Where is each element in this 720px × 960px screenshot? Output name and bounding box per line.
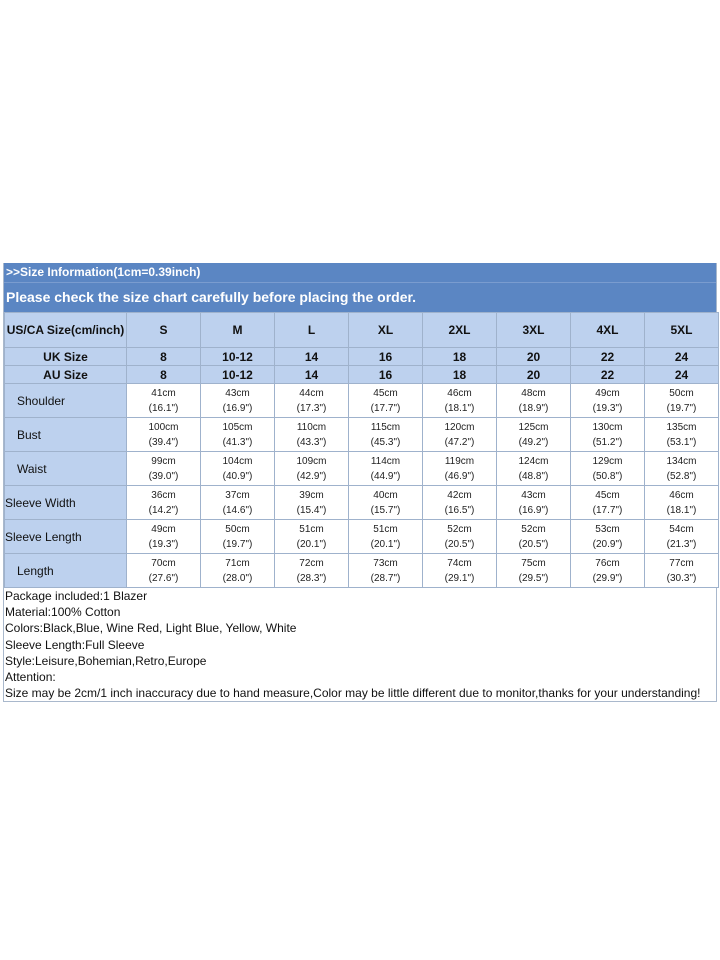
cm-value: 49cm <box>595 387 620 399</box>
cm-value: 109cm <box>296 455 327 467</box>
inch-value: (44.9") <box>370 470 401 482</box>
cm-value: 53cm <box>595 523 620 535</box>
inch-value: (28.3") <box>296 572 327 584</box>
measurement-label: Waist <box>5 452 127 486</box>
measurement-label: Sleeve Width <box>5 486 127 520</box>
cm-value: 76cm <box>595 557 620 569</box>
cm-value: 48cm <box>521 387 546 399</box>
measurement-cell <box>423 520 497 554</box>
cm-value: 124cm <box>518 455 549 467</box>
measurement-cell <box>127 486 201 520</box>
uk-size-label: UK Size <box>5 348 127 366</box>
au-size-cell: 24 <box>645 366 719 384</box>
measurement-label: Sleeve Length <box>5 520 127 554</box>
cm-value: 40cm <box>373 489 398 501</box>
inch-value: (41.3") <box>222 436 253 448</box>
size-info-banner: >>Size Information(1cm=0.39inch) <box>4 263 716 283</box>
measurement-cell <box>349 452 423 486</box>
cm-value: 41cm <box>151 387 176 399</box>
measurement-cell <box>423 554 497 588</box>
inch-value: (18.9") <box>518 402 549 414</box>
inch-value: (14.2") <box>148 504 179 516</box>
uk-size-cell: 24 <box>645 348 719 366</box>
au-size-cell: 20 <box>497 366 571 384</box>
cm-value: 110cm <box>296 421 327 433</box>
inch-value: (21.3") <box>666 538 697 550</box>
inch-value: (28.7") <box>370 572 401 584</box>
cm-value: 36cm <box>151 489 176 501</box>
cm-value: 75cm <box>521 557 546 569</box>
cm-value: 130cm <box>592 421 623 433</box>
inch-value: (40.9") <box>222 470 253 482</box>
measurement-cell <box>201 384 275 418</box>
inch-value: (45.3") <box>370 436 401 448</box>
cm-value: 45cm <box>373 387 398 399</box>
measurement-cell <box>275 418 349 452</box>
measurement-cell <box>645 384 719 418</box>
measurement-cell <box>571 418 645 452</box>
us-size-header-row <box>5 313 719 348</box>
product-notes <box>4 588 716 701</box>
cm-value: 105cm <box>222 421 253 433</box>
inch-value: (19.3") <box>148 538 179 550</box>
size-header-cell: 3XL <box>497 313 571 348</box>
cm-value: 52cm <box>521 523 546 535</box>
measurement-cell <box>497 384 571 418</box>
measurement-cell <box>423 452 497 486</box>
measurement-cell <box>497 452 571 486</box>
cm-value: 77cm <box>669 557 694 569</box>
size-header-cell: 4XL <box>571 313 645 348</box>
measurement-cell <box>127 452 201 486</box>
inch-value: (16.5") <box>444 504 475 516</box>
measurement-row <box>5 452 719 486</box>
inch-value: (39.4") <box>148 436 179 448</box>
inch-value: (29.1") <box>444 572 475 584</box>
inch-value: (29.9") <box>592 572 623 584</box>
inch-value: (16.1") <box>148 402 179 414</box>
note-line: Size may be 2cm/1 inch inaccuracy due to hand measure,Color may be little different due to monitor,thanks for your understanding! <box>5 686 701 701</box>
cm-value: 125cm <box>518 421 549 433</box>
measurement-cell <box>423 384 497 418</box>
size-header-cell: M <box>201 313 275 348</box>
uk-size-cell: 20 <box>497 348 571 366</box>
note-line: Material:100% Cotton <box>5 605 121 620</box>
au-size-label: AU Size <box>5 366 127 384</box>
cm-value: 44cm <box>299 387 324 399</box>
measurement-cell <box>349 418 423 452</box>
measurement-cell <box>275 486 349 520</box>
uk-size-cell: 10-12 <box>201 348 275 366</box>
inch-value: (20.1") <box>296 538 327 550</box>
inch-value: (18.1") <box>666 504 697 516</box>
measurement-cell <box>275 554 349 588</box>
measurement-row <box>5 554 719 588</box>
measurement-cell <box>571 486 645 520</box>
size-header-cell: S <box>127 313 201 348</box>
measurement-row <box>5 520 719 554</box>
measurement-cell <box>645 554 719 588</box>
cm-value: 73cm <box>373 557 398 569</box>
cm-value: 46cm <box>669 489 694 501</box>
cm-value: 52cm <box>447 523 472 535</box>
inch-value: (30.3") <box>666 572 697 584</box>
uk-size-cell: 8 <box>127 348 201 366</box>
cm-value: 45cm <box>595 489 620 501</box>
cm-value: 54cm <box>669 523 694 535</box>
inch-value: (46.9") <box>444 470 475 482</box>
cm-value: 71cm <box>225 557 250 569</box>
measurement-cell <box>571 384 645 418</box>
size-header-cell: 5XL <box>645 313 719 348</box>
measurement-cell <box>127 520 201 554</box>
inch-value: (17.7") <box>370 402 401 414</box>
measurement-row <box>5 418 719 452</box>
inch-value: (27.6") <box>148 572 179 584</box>
cm-value: 43cm <box>225 387 250 399</box>
cm-value: 50cm <box>225 523 250 535</box>
inch-value: (43.3") <box>296 436 327 448</box>
inch-value: (42.9") <box>296 470 327 482</box>
cm-value: 51cm <box>373 523 398 535</box>
uk-size-cell: 16 <box>349 348 423 366</box>
inch-value: (52.8") <box>666 470 697 482</box>
measurement-cell <box>275 520 349 554</box>
measurement-row <box>5 486 719 520</box>
cm-value: 114cm <box>370 455 401 467</box>
measurement-cell <box>201 452 275 486</box>
au-size-row <box>5 366 719 384</box>
measurement-cell <box>497 554 571 588</box>
inch-value: (16.9") <box>222 402 253 414</box>
measurement-cell <box>497 520 571 554</box>
au-size-cell: 16 <box>349 366 423 384</box>
uk-size-cell: 22 <box>571 348 645 366</box>
size-chart <box>3 263 717 702</box>
inch-value: (17.3") <box>296 402 327 414</box>
size-header-cell: L <box>275 313 349 348</box>
inch-value: (19.7") <box>222 538 253 550</box>
au-size-cell: 8 <box>127 366 201 384</box>
inch-value: (19.7") <box>666 402 697 414</box>
inch-value: (17.7") <box>592 504 623 516</box>
measurement-cell <box>127 418 201 452</box>
cm-value: 43cm <box>521 489 546 501</box>
measurement-cell <box>127 554 201 588</box>
inch-value: (14.6") <box>222 504 253 516</box>
au-size-cell: 22 <box>571 366 645 384</box>
measurement-cell <box>127 384 201 418</box>
measurement-cell <box>349 486 423 520</box>
note-line: Package included:1 Blazer <box>5 589 148 603</box>
measurement-cell <box>423 486 497 520</box>
inch-value: (28.0") <box>222 572 253 584</box>
cm-value: 129cm <box>592 455 623 467</box>
measurement-row <box>5 384 719 418</box>
cm-value: 42cm <box>447 489 472 501</box>
inch-value: (51.2") <box>592 436 623 448</box>
measurement-cell <box>275 384 349 418</box>
cm-value: 134cm <box>666 455 697 467</box>
cm-value: 74cm <box>447 557 472 569</box>
cm-value: 51cm <box>299 523 324 535</box>
cm-value: 72cm <box>299 557 324 569</box>
measurement-cell <box>645 418 719 452</box>
measurement-cell <box>349 554 423 588</box>
cm-value: 104cm <box>222 455 253 467</box>
inch-value: (20.5") <box>518 538 549 550</box>
measurement-cell <box>275 452 349 486</box>
inch-value: (20.5") <box>444 538 475 550</box>
inch-value: (29.5") <box>518 572 549 584</box>
measurement-cell <box>645 452 719 486</box>
au-size-cell: 14 <box>275 366 349 384</box>
size-header-cell: 2XL <box>423 313 497 348</box>
check-size-banner: Please check the size chart carefully before placing the order. <box>4 283 716 312</box>
measurement-cell <box>201 418 275 452</box>
inch-value: (19.3") <box>592 402 623 414</box>
cm-value: 135cm <box>666 421 697 433</box>
measurement-cell <box>201 520 275 554</box>
inch-value: (16.9") <box>518 504 549 516</box>
inch-value: (53.1") <box>666 436 697 448</box>
size-header-cell: XL <box>349 313 423 348</box>
measurement-cell <box>349 384 423 418</box>
measurement-cell <box>423 418 497 452</box>
measurement-label: Shoulder <box>5 384 127 418</box>
cm-value: 39cm <box>299 489 324 501</box>
cm-value: 70cm <box>151 557 176 569</box>
inch-value: (48.8") <box>518 470 549 482</box>
cm-value: 115cm <box>370 421 401 433</box>
measurement-cell <box>201 554 275 588</box>
cm-value: 46cm <box>447 387 472 399</box>
inch-value: (20.1") <box>370 538 401 550</box>
measurement-label: Bust <box>5 418 127 452</box>
inch-value: (15.4") <box>296 504 327 516</box>
inch-value: (47.2") <box>444 436 475 448</box>
note-line: Colors:Black,Blue, Wine Red, Light Blue, Yellow, White <box>5 621 297 636</box>
uk-size-cell: 18 <box>423 348 497 366</box>
cm-value: 99cm <box>151 455 176 467</box>
measurement-cell <box>571 520 645 554</box>
cm-value: 120cm <box>444 421 475 433</box>
au-size-cell: 18 <box>423 366 497 384</box>
cm-value: 119cm <box>444 455 475 467</box>
note-line: Sleeve Length:Full Sleeve <box>5 637 145 652</box>
inch-value: (20.9") <box>592 538 623 550</box>
inch-value: (15.7") <box>370 504 401 516</box>
inch-value: (49.2") <box>518 436 549 448</box>
size-table <box>4 312 719 588</box>
inch-value: (50.8") <box>592 470 623 482</box>
inch-value: (18.1") <box>444 402 475 414</box>
measurement-cell <box>201 486 275 520</box>
measurement-cell <box>349 520 423 554</box>
measurement-cell <box>497 418 571 452</box>
measurement-cell <box>571 554 645 588</box>
uk-size-row <box>5 348 719 366</box>
measurement-cell <box>645 486 719 520</box>
measurement-cell <box>571 452 645 486</box>
inch-value: (39.0") <box>148 470 179 482</box>
cm-value: 49cm <box>151 523 176 535</box>
cm-value: 100cm <box>148 421 179 433</box>
us-ca-size-label: US/CA Size(cm/inch) <box>5 313 127 348</box>
cm-value: 50cm <box>669 387 694 399</box>
measurement-cell <box>645 520 719 554</box>
au-size-cell: 10-12 <box>201 366 275 384</box>
measurement-cell <box>497 486 571 520</box>
uk-size-cell: 14 <box>275 348 349 366</box>
cm-value: 37cm <box>225 489 250 501</box>
note-line: Style:Leisure,Bohemian,Retro,Europe <box>5 653 207 668</box>
measurement-label: Length <box>5 554 127 588</box>
note-line: Attention: <box>5 670 56 685</box>
